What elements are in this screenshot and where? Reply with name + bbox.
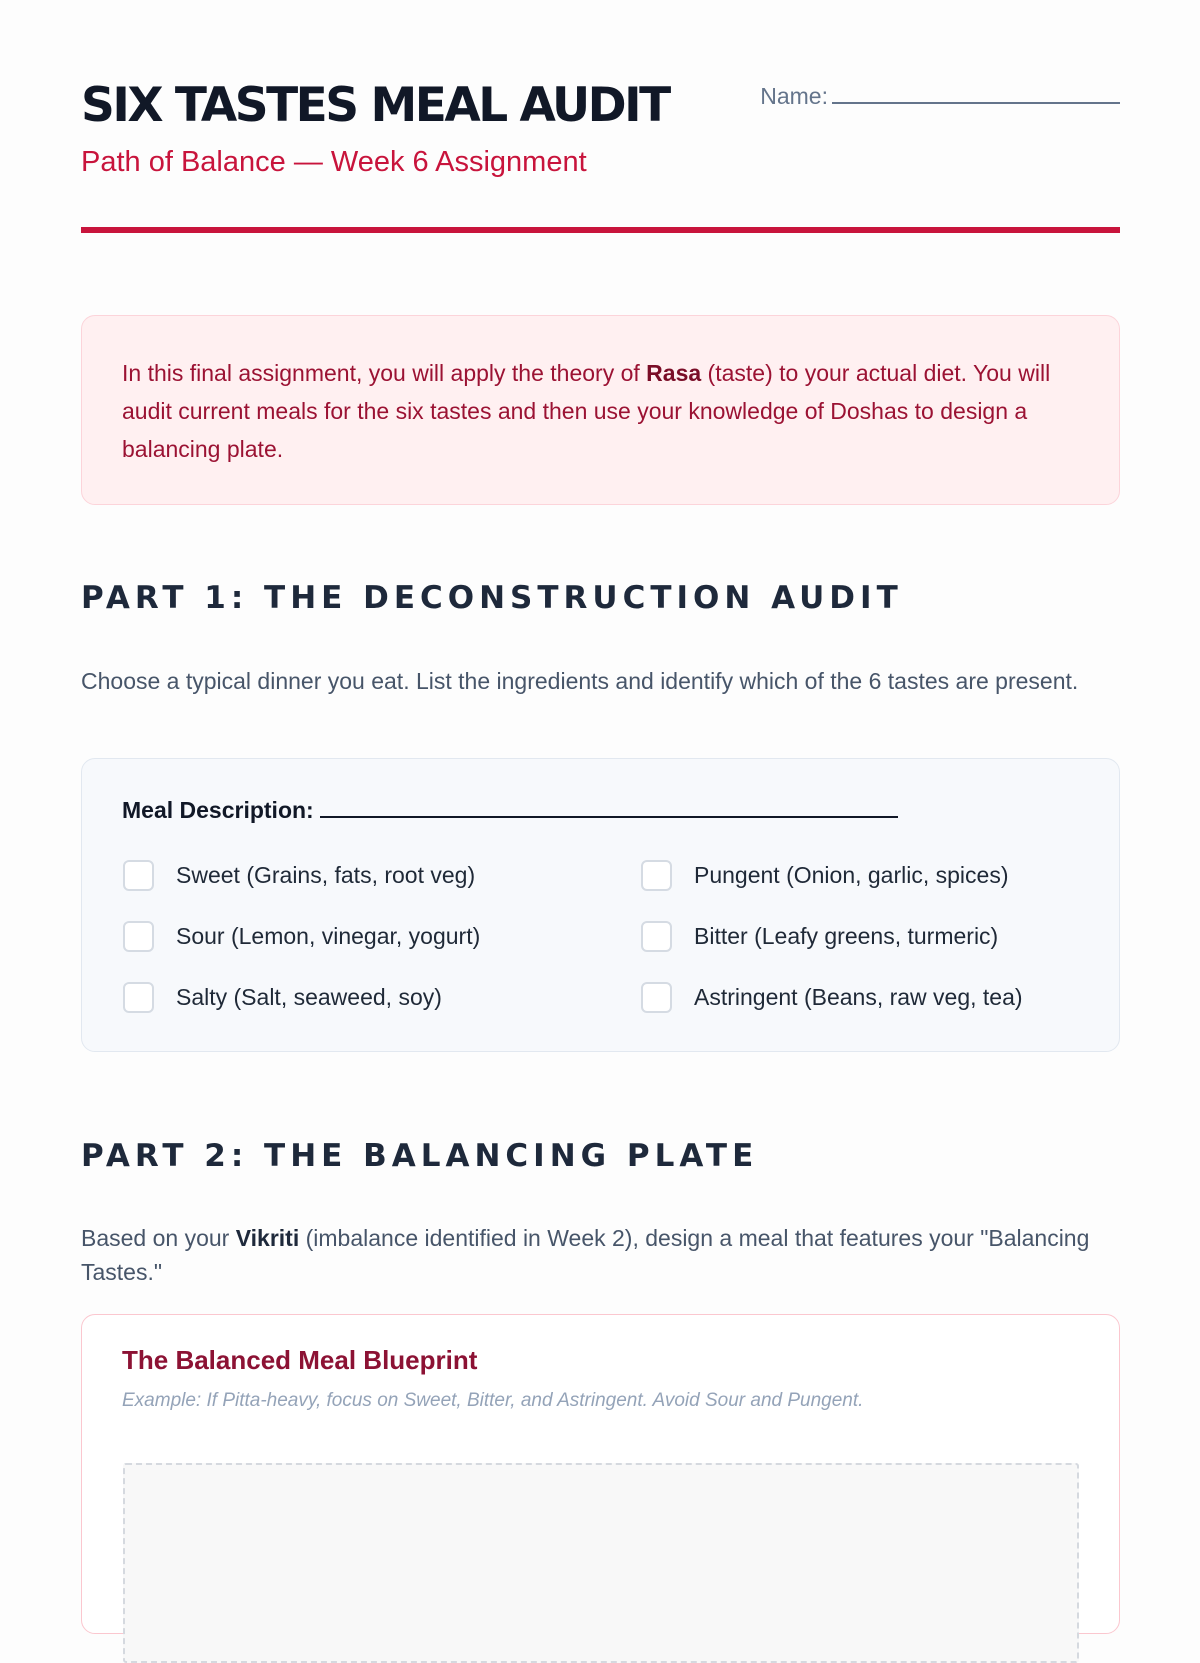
intro-callout xyxy=(81,315,1120,505)
checkbox[interactable] xyxy=(641,982,672,1013)
blueprint-title: The Balanced Meal Blueprint xyxy=(122,1345,478,1375)
part2-description xyxy=(81,1221,1120,1289)
part1-heading: PART 1: THE DECONSTRUCTION AUDIT xyxy=(81,580,903,616)
intro-text-end: (taste) to your actual diet. You will audit current meals for the six tastes and then use your knowledge of Doshas to design a balancing plate. xyxy=(122,360,1051,462)
taste-checklist xyxy=(123,859,1083,1014)
worksheet-page xyxy=(81,0,1120,1411)
checkbox[interactable] xyxy=(123,860,154,891)
blueprint-card xyxy=(81,1314,1120,1634)
checkbox[interactable] xyxy=(641,860,672,891)
meal-description-line[interactable] xyxy=(320,798,898,818)
taste-astringent[interactable] xyxy=(641,981,1083,1014)
page-title: SIX TASTES MEAL AUDIT xyxy=(81,78,669,133)
part2-bold-term: Vikriti xyxy=(235,1225,300,1251)
header-divider xyxy=(81,227,1120,233)
meal-description-field[interactable] xyxy=(122,797,1079,824)
taste-label: Pungent (Onion, garlic, spices) xyxy=(694,862,1009,888)
part1-description: Choose a typical dinner you eat. List the ingredients and identify which of the 6 tastes are present. xyxy=(81,668,1079,694)
meal-description-label: Meal Description: xyxy=(122,797,314,823)
taste-bitter[interactable] xyxy=(641,920,1083,953)
taste-salty[interactable] xyxy=(123,981,641,1014)
checkbox[interactable] xyxy=(641,921,672,952)
name-blank-line[interactable] xyxy=(832,82,1120,104)
intro-bold-term: Rasa xyxy=(646,360,702,386)
taste-pungent[interactable] xyxy=(641,859,1083,892)
checkbox[interactable] xyxy=(123,982,154,1013)
checkbox[interactable] xyxy=(123,921,154,952)
taste-sour[interactable] xyxy=(123,920,641,953)
taste-label: Astringent (Beans, raw veg, tea) xyxy=(694,984,1023,1010)
part2-desc-end: (imbalance identified in Week 2), design a meal that features your "Balancing Tastes." xyxy=(81,1225,1090,1285)
intro-text-start: In this final assignment, you will apply the theory of xyxy=(122,360,647,386)
taste-label: Sweet (Grains, fats, root veg) xyxy=(176,862,476,888)
blueprint-writing-area[interactable] xyxy=(123,1463,1079,1663)
name-field[interactable] xyxy=(760,82,1120,110)
taste-label: Bitter (Leafy greens, turmeric) xyxy=(694,923,999,949)
taste-label: Salty (Salt, seaweed, soy) xyxy=(176,984,442,1010)
page-subtitle: Path of Balance — Week 6 Assignment xyxy=(81,146,587,178)
header xyxy=(81,0,1120,234)
name-label: Name: xyxy=(760,83,828,109)
blueprint-example: Example: If Pitta-heavy, focus on Sweet, Bitter, and Astringent. Avoid Sour and Pungent. xyxy=(122,1390,864,1411)
part2-desc-start: Based on your xyxy=(81,1225,236,1251)
taste-sweet[interactable] xyxy=(123,859,641,892)
audit-box xyxy=(81,758,1120,1052)
part2-heading: PART 2: THE BALANCING PLATE xyxy=(81,1138,759,1174)
taste-label: Sour (Lemon, vinegar, yogurt) xyxy=(176,923,481,949)
